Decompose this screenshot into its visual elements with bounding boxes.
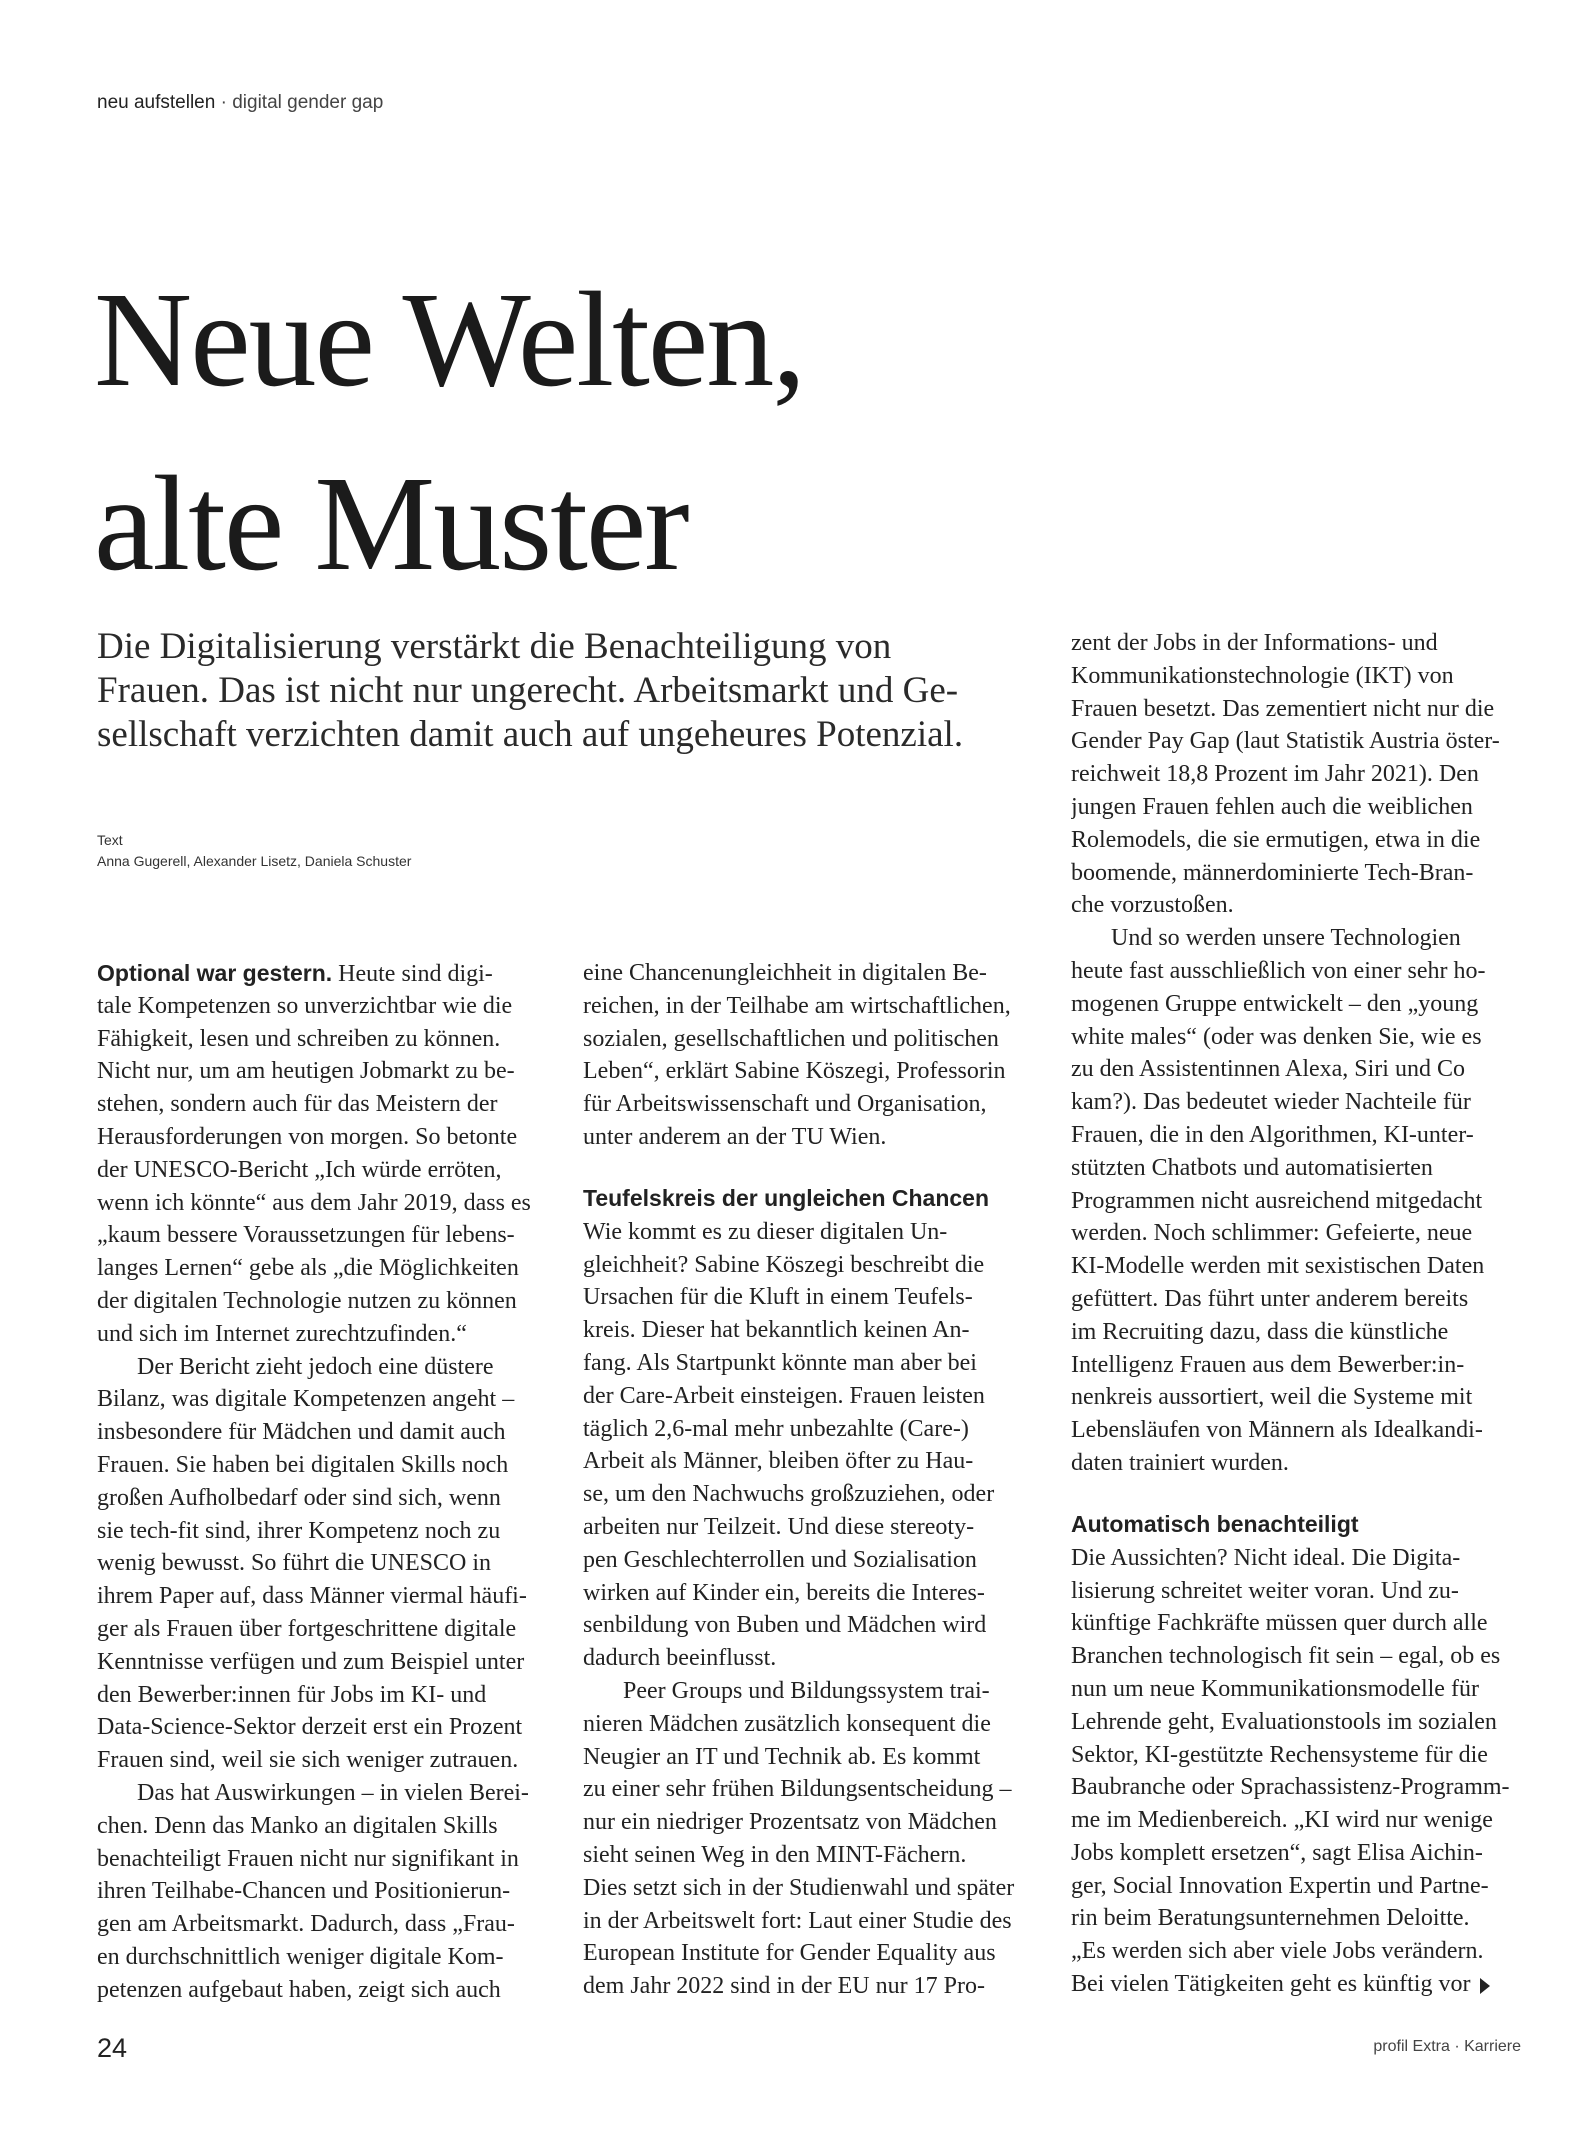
- text-line: „kaum bessere Voraussetzungen für lebens-: [97, 1222, 515, 1249]
- lede-line: sellschaft verzichten damit auch auf ungeheures Potenzial.: [97, 714, 964, 755]
- text-line: Bei vielen Tätigkeiten geht es künftig vor: [1071, 1968, 1521, 2001]
- text-line: Programmen nicht ausreichend mitgedacht: [1071, 1187, 1483, 1214]
- text-line: wenig bewusst. So führt die UNESCO in: [97, 1550, 491, 1577]
- text-line: in der Arbeitswelt fort: Laut einer Studie des: [583, 1907, 1012, 1934]
- text-line: arbeiten nur Teilzeit. Und diese stereoty-: [583, 1513, 975, 1540]
- text-line: tale Kompetenzen so unverzichtbar wie die: [97, 992, 513, 1019]
- text-line: Das hat Auswirkungen – in vielen Berei-: [137, 1779, 529, 1806]
- text-line: Optional war gestern. Heute sind digi-: [97, 960, 493, 987]
- text-column-1: [97, 957, 547, 2007]
- text-line: Peer Groups und Bildungssystem trai-: [623, 1677, 990, 1704]
- text-line: Fähigkeit, lesen und schreiben zu können.: [97, 1025, 501, 1052]
- text-line: für Arbeitswissenschaft und Organisation,: [583, 1091, 987, 1118]
- text-line: fang. Als Startpunkt könnte man aber bei: [583, 1349, 977, 1376]
- text-line: mogenen Gruppe entwickelt – den „young: [1071, 990, 1479, 1017]
- headline-line-2: alte Muster: [94, 449, 688, 599]
- text-line: werden. Noch schlimmer: Gefeierte, neue: [1071, 1220, 1473, 1247]
- text-line: nieren Mädchen zusätzlich konsequent die: [583, 1710, 991, 1737]
- text-line: me im Medienbereich. „KI wird nur wenige: [1071, 1807, 1493, 1834]
- text-line: wirken auf Kinder ein, bereits die Interes-: [583, 1579, 985, 1606]
- text-line: der UNESCO-Bericht „Ich würde erröten,: [97, 1156, 502, 1183]
- text-line: der Care-Arbeit einsteigen. Frauen leisten: [583, 1382, 985, 1409]
- text-line: sozialen, gesellschaftlichen und politischen: [583, 1025, 999, 1052]
- text-line: Neugier an IT und Technik ab. Es kommt: [583, 1743, 981, 1770]
- text-line: daten trainiert wurden.: [1071, 1449, 1289, 1476]
- publication-footer: profil Extra · Karriere: [1373, 2038, 1521, 2055]
- credit-authors: Anna Gugerell, Alexander Lisetz, Daniela Schuster: [97, 853, 412, 869]
- text-line: kam?). Das bedeutet wieder Nachteile für: [1071, 1089, 1471, 1116]
- text-line: kreis. Dieser hat bekanntlich keinen An-: [583, 1317, 970, 1344]
- text-line: Herausforderungen von morgen. So betonte: [97, 1123, 518, 1150]
- text-line: Frauen, die in den Algorithmen, KI-unter-: [1071, 1121, 1474, 1148]
- text-line: benachteiligt Frauen nicht nur signifikant in: [97, 1845, 519, 1872]
- text-line: nur ein niedriger Prozentsatz von Mädchen: [583, 1809, 997, 1836]
- text-line: Wie kommt es zu dieser digitalen Un-: [583, 1218, 948, 1245]
- subheading: Teufelskreis der ungleichen Chancen: [583, 1184, 990, 1211]
- text-line: senbildung von Buben und Mädchen wird: [583, 1612, 987, 1639]
- text-line: Und so werden unsere Technologien: [1111, 925, 1461, 952]
- text-line: unter anderem an der TU Wien.: [583, 1123, 887, 1150]
- text-line: im Recruiting dazu, dass die künstliche: [1071, 1318, 1449, 1345]
- text-line: Kommunikationstechnologie (IKT) von: [1071, 662, 1454, 689]
- text-line: Branchen technologisch fit sein – egal, ob es: [1071, 1643, 1501, 1670]
- text-line: reichen, in der Teilhabe am wirtschaftlichen,: [583, 992, 1011, 1019]
- text-line: Leben“, erklärt Sabine Köszegi, Professorin: [583, 1058, 1006, 1085]
- text-line: ihren Teilhabe-Chancen und Positionierun-: [97, 1878, 511, 1905]
- text-line: der digitalen Technologie nutzen zu können: [97, 1287, 517, 1314]
- text-line: wenn ich könnte“ aus dem Jahr 2019, dass es: [97, 1189, 531, 1216]
- text-column-2: [583, 957, 1033, 2003]
- text-line: sieht seinen Weg in den MINT-Fächern.: [583, 1841, 967, 1868]
- text-line: Arbeit als Männer, bleiben öfter zu Hau-: [583, 1448, 974, 1475]
- text-line: Data-Science-Sektor derzeit erst ein Prozent: [97, 1714, 523, 1741]
- text-line: heute fast ausschließlich von einer sehr ho-: [1071, 957, 1486, 984]
- text-line: pen Geschlechterrollen und Sozialisation: [583, 1546, 977, 1573]
- text-line: chen. Denn das Manko an digitalen Skills: [97, 1812, 498, 1839]
- text-line: langes Lernen“ gebe als „die Möglichkeiten: [97, 1255, 519, 1282]
- author-credit: [97, 830, 411, 872]
- text-line: täglich 2,6-mal mehr unbezahlte (Care-): [583, 1415, 969, 1442]
- text-line: Ursachen für die Kluft in einem Teufels-: [583, 1284, 973, 1311]
- text-line: künftige Fachkräfte müssen quer durch alle: [1071, 1610, 1488, 1637]
- text-line: boomende, männerdominierte Tech-Bran-: [1071, 859, 1474, 886]
- text-line: dem Jahr 2022 sind in der EU nur 17 Pro-: [583, 1973, 985, 2000]
- text-line: Baubranche oder Sprachassistenz-Programm-: [1071, 1774, 1510, 1801]
- text-line: ihrem Paper auf, dass Männer viermal häufi-: [97, 1583, 527, 1610]
- lead-in: Optional war gestern.: [97, 960, 333, 986]
- paragraph-gap: [583, 1154, 1033, 1180]
- text-line: Frauen besetzt. Das zementiert nicht nur die: [1071, 695, 1495, 722]
- text-line: zu einer sehr frühen Bildungsentscheidung –: [583, 1776, 1012, 1803]
- text-line: ger, Social Innovation Expertin und Partne-: [1071, 1872, 1489, 1899]
- page-title: [94, 248, 1094, 616]
- text-line: Kenntnisse verfügen und zum Beispiel unter: [97, 1648, 525, 1675]
- text-line: Der Bericht zieht jedoch eine düstere: [137, 1353, 494, 1380]
- text-line: European Institute for Gender Equality aus: [583, 1940, 996, 1967]
- text-line: den Bewerber:innen für Jobs im KI- und: [97, 1681, 487, 1708]
- text-line: „Es werden sich aber viele Jobs verändern.: [1071, 1938, 1484, 1965]
- text-line: eine Chancenungleichheit in digitalen Be-: [583, 960, 987, 986]
- text-line: und sich im Internet zurechtzufinden.“: [97, 1320, 467, 1347]
- text-line: Frauen. Sie haben bei digitalen Skills noch: [97, 1451, 509, 1478]
- page-number: 24: [97, 2033, 128, 2063]
- text-line: Frauen sind, weil sie sich weniger zutrauen.: [97, 1747, 519, 1774]
- text-line: stehen, sondern auch für das Meistern der: [97, 1091, 498, 1118]
- section-topic: digital gender gap: [232, 92, 384, 113]
- section-name: neu aufstellen: [97, 92, 216, 113]
- credit-label: Text: [97, 832, 123, 848]
- lede-line: Die Digitalisierung verstärkt die Benachteiligung von: [97, 626, 892, 667]
- text-line: Rolemodels, die sie ermutigen, etwa in die: [1071, 826, 1481, 853]
- text-line: gleichheit? Sabine Köszegi beschreibt die: [583, 1251, 985, 1278]
- subheading: Automatisch benachteiligt: [1071, 1510, 1359, 1537]
- headline-line-1: Neue Welten,: [94, 265, 805, 415]
- text-line: lisierung schreitet weiter voran. Und zu-: [1071, 1577, 1459, 1604]
- arrow-right-icon: [1480, 1978, 1490, 1994]
- text-line: se, um den Nachwuchs großzuziehen, oder: [583, 1481, 995, 1508]
- text-line: white males“ (oder was denken Sie, wie es: [1071, 1023, 1482, 1050]
- text-line: insbesondere für Mädchen und damit auch: [97, 1419, 506, 1446]
- text-line: rin beim Beratungsunternehmen Deloitte.: [1071, 1905, 1470, 1932]
- text-line: Lebensläufen von Männern als Idealkandi-: [1071, 1417, 1483, 1444]
- text-line: petenzen aufgebaut haben, zeigt sich auch: [97, 1976, 501, 2003]
- text-line: Die Aussichten? Nicht ideal. Die Digita-: [1071, 1544, 1461, 1571]
- text-line: großen Aufholbedarf oder sind sich, wenn: [97, 1484, 501, 1511]
- paragraph-gap: [1071, 1480, 1521, 1506]
- text-line: Lehrende geht, Evaluationstools im sozialen: [1071, 1708, 1497, 1735]
- text-line: nun um neue Kommunikationsmodelle für: [1071, 1675, 1479, 1702]
- text-line: Jobs komplett ersetzen“, sagt Elisa Aichin-: [1071, 1839, 1483, 1866]
- text-line: nenkreis aussortiert, weil die Systeme mit: [1071, 1384, 1473, 1411]
- text-line: Dies setzt sich in der Studienwahl und später: [583, 1874, 1015, 1901]
- section-rubric: [97, 92, 383, 114]
- rubric-separator: ·: [215, 92, 233, 113]
- text-line: zent der Jobs in der Informations- und: [1071, 630, 1438, 656]
- text-line: che vorzustoßen.: [1071, 892, 1234, 919]
- text-line: sie tech-fit sind, ihrer Kompetenz noch zu: [97, 1517, 501, 1544]
- text-line: Sektor, KI-gestützte Rechensysteme für die: [1071, 1741, 1488, 1768]
- text-line: ger als Frauen über fortgeschrittene digitale: [97, 1615, 517, 1642]
- text-line: KI-Modelle werden mit sexistischen Daten: [1071, 1253, 1485, 1280]
- text-line: reichweit 18,8 Prozent im Jahr 2021). Den: [1071, 761, 1479, 788]
- text-line: Gender Pay Gap (laut Statistik Austria öster-: [1071, 728, 1500, 755]
- text-line: en durchschnittlich weniger digitale Kom-: [97, 1943, 504, 1970]
- text-line: jungen Frauen fehlen auch die weiblichen: [1071, 793, 1473, 820]
- text-line: gen am Arbeitsmarkt. Dadurch, dass „Frau-: [97, 1911, 515, 1938]
- text-line: stützten Chatbots und automatisierten: [1071, 1154, 1433, 1181]
- text-line: Intelligenz Frauen aus dem Bewerber:in-: [1071, 1351, 1465, 1378]
- text-line: Nicht nur, um am heutigen Jobmarkt zu be-: [97, 1058, 515, 1085]
- text-line: Bilanz, was digitale Kompetenzen angeht –: [97, 1386, 515, 1413]
- lede-line: Frauen. Das ist nicht nur ungerecht. Arbeitsmarkt und Ge-: [97, 670, 959, 711]
- lede: [97, 625, 967, 757]
- text-line: gefüttert. Das führt unter anderem bereits: [1071, 1285, 1469, 1312]
- text-column-3: [1071, 627, 1521, 2001]
- text-line: zu den Assistentinnen Alexa, Siri und Co: [1071, 1056, 1465, 1083]
- text-line: dadurch beeinflusst.: [583, 1645, 777, 1672]
